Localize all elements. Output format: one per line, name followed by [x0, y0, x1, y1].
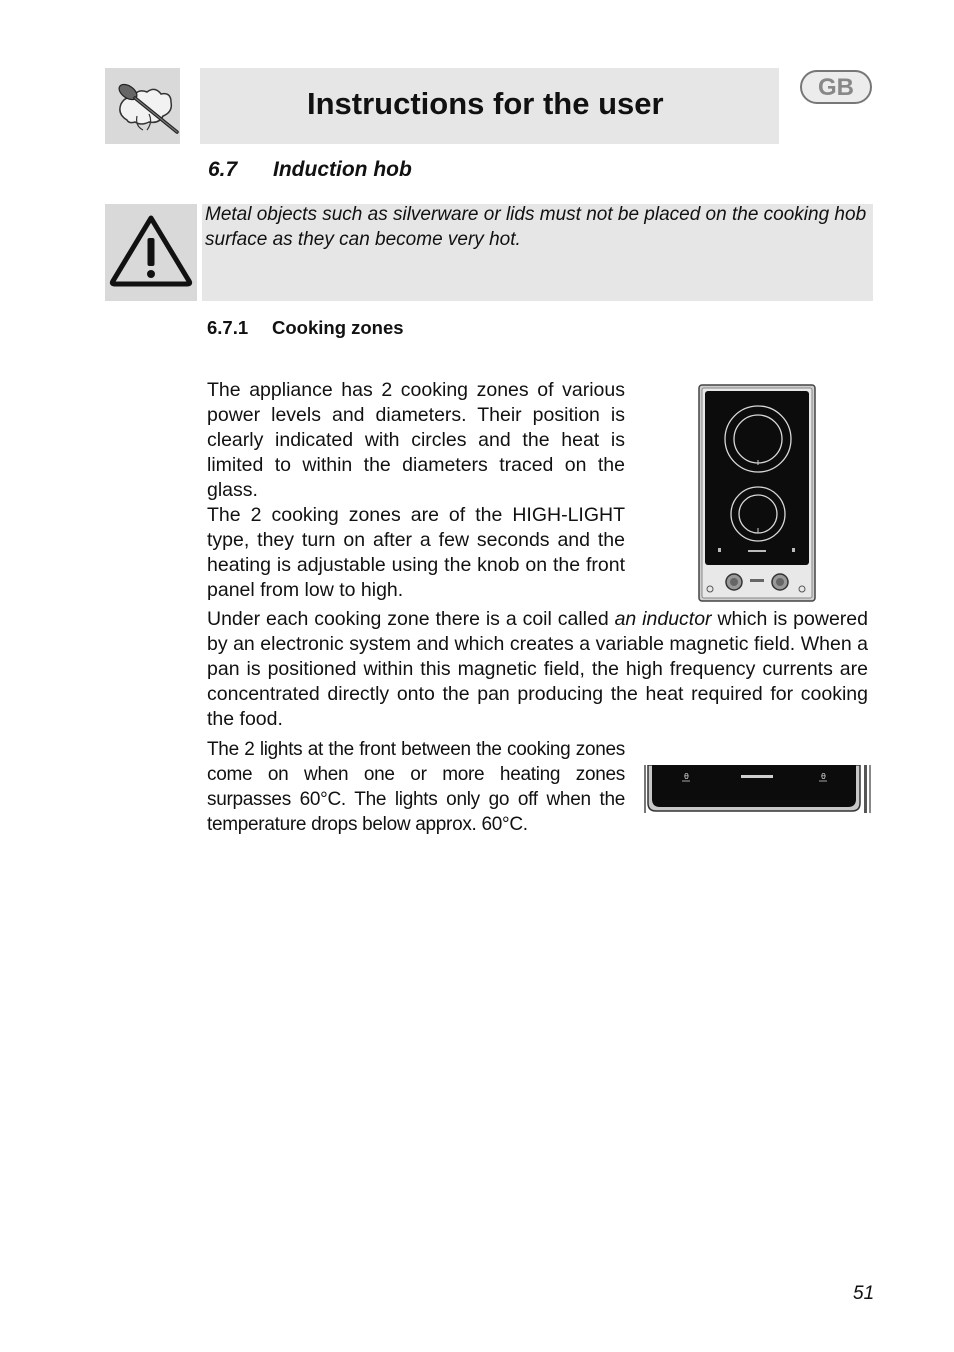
paragraph-highlight: The 2 cooking zones are of the HIGH-LIGHT type, they turn on after a few seconds and the heating is adjustable using the knob on the front panel from low to high.: [207, 504, 625, 601]
paragraph-zones-intro: The appliance has 2 cooking zones of various power levels and diameters. Their position is clearly indicated with circles and the heat is limited to within the diameters traced on the glass.: [207, 379, 625, 501]
language-badge: [800, 70, 872, 104]
section-number: 6.7: [208, 158, 238, 181]
svg-text:θ: θ: [684, 772, 689, 781]
inductor-text-before: Under each cooking zone there is a coil called: [207, 608, 615, 630]
logo-box: [105, 68, 180, 144]
section-title: Induction hob: [273, 158, 412, 181]
warning-text: Metal objects such as silverware or lids must not be placed on the cooking hob surface as they can become very hot.: [205, 204, 867, 250]
svg-text:θ: θ: [821, 772, 826, 781]
warning-icon-box: [105, 204, 197, 301]
subsection-number: 6.7.1: [207, 317, 249, 338]
page-number: 51: [853, 1283, 875, 1304]
chef-spoon-icon: [105, 68, 180, 144]
page-title: Instructions for the user: [307, 86, 664, 121]
inductor-term: an inductor: [614, 608, 712, 630]
warning-triangle-icon: [105, 204, 197, 301]
induction-hob-image: [698, 384, 816, 602]
subsection-title: Cooking zones: [272, 317, 404, 338]
language-badge-label: GB: [818, 74, 854, 101]
paragraph-lights: The 2 lights at the front between the cooking zones come on when one or more heating zones surpasses 60°C. The lights only go off when the temperature drops below approx. 60°C.: [207, 739, 625, 835]
inductor-text-after: which is powered by an electronic system and which creates a variable magnetic field. When a pan is positioned within this magnetic field, the high frequency currents are concentrated directly onto the pan producing the heat required for cooking the food.: [207, 608, 868, 730]
front-lights-strip-image: [644, 765, 871, 813]
paragraph-inductor: [207, 607, 868, 732]
